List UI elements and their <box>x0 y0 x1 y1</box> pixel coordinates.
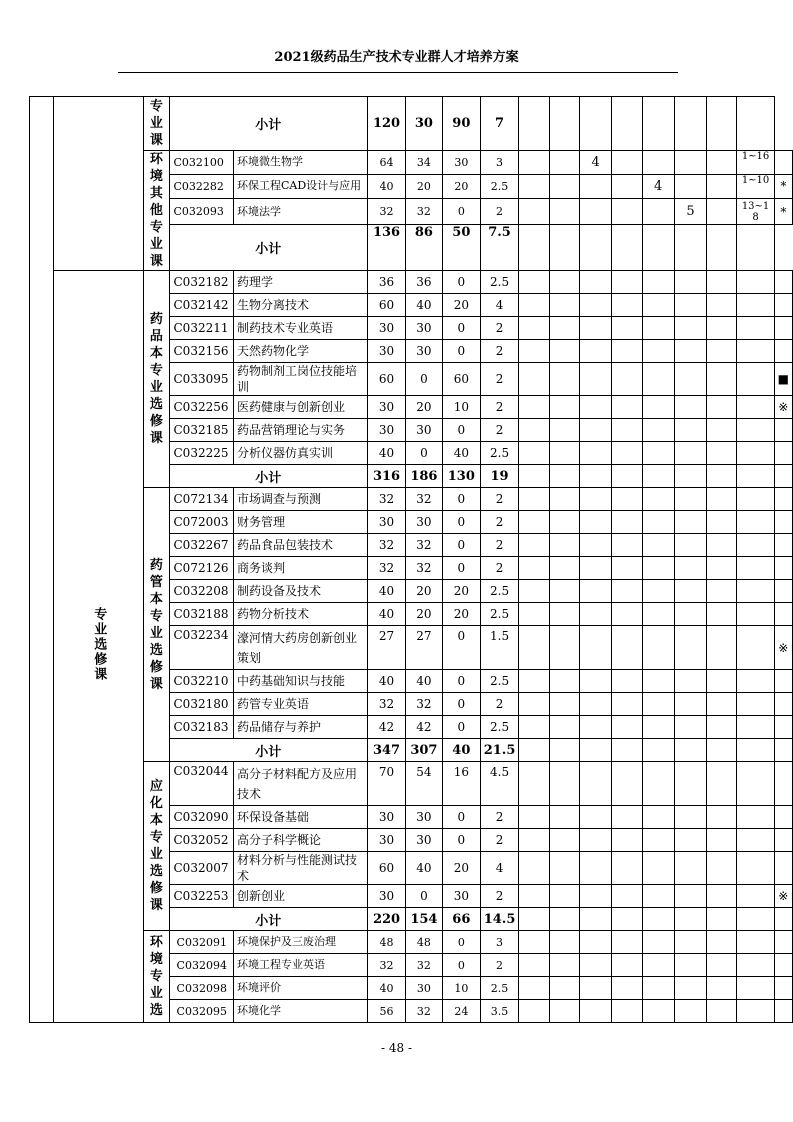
course-weeks: 1~16 <box>737 151 774 175</box>
course-mark <box>774 294 792 317</box>
course-hours: 60 <box>368 852 406 885</box>
course-weeks: 13~18 <box>737 198 774 225</box>
course-theory: 34 <box>405 151 442 175</box>
course-credits: 2 <box>480 693 519 716</box>
course-theory: 40 <box>405 852 442 885</box>
course-name: 材料分析与性能测试技术 <box>234 852 368 885</box>
course-code: C032052 <box>169 829 234 852</box>
course-practice: 0 <box>442 488 480 511</box>
course-name: 制药设备及技术 <box>234 580 368 603</box>
group-label-text: 专业选修课 <box>91 606 107 682</box>
course-theory: 0 <box>405 885 442 908</box>
course-code: C032142 <box>169 294 234 317</box>
course-theory: 32 <box>405 198 442 225</box>
course-mark: ※ <box>774 396 792 419</box>
course-mark <box>774 271 792 294</box>
course-practice: 0 <box>442 931 480 954</box>
course-code: C032256 <box>169 396 234 419</box>
course-mark <box>774 806 792 829</box>
subtotal-label: 小计 <box>169 465 368 488</box>
table-row <box>30 931 793 954</box>
subtotal-label: 小计 <box>169 225 368 271</box>
course-practice: 0 <box>442 271 480 294</box>
course-credits: 2 <box>480 396 519 419</box>
course-name: 生物分离技术 <box>234 294 368 317</box>
course-credits: 2.5 <box>480 174 519 198</box>
course-name: 医药健康与创新创业 <box>234 396 368 419</box>
course-theory: 32 <box>405 557 442 580</box>
semester-hours: 4 <box>579 151 611 175</box>
course-code: C032185 <box>169 419 234 442</box>
course-theory: 32 <box>405 1000 442 1023</box>
course-practice: 0 <box>442 806 480 829</box>
outer-col-blank <box>30 97 54 1023</box>
course-credits: 2.5 <box>480 603 519 626</box>
course-credits: 4.5 <box>480 762 519 806</box>
course-mark <box>774 442 792 465</box>
page-header: 2021级药品生产技术专业群人才培养方案 <box>274 50 519 65</box>
course-code: C032253 <box>169 885 234 908</box>
subtotal-credits: 14.5 <box>480 908 519 931</box>
subtotal-theory: 186 <box>405 465 442 488</box>
course-mark <box>774 488 792 511</box>
course-code: C032183 <box>169 716 234 739</box>
course-theory: 48 <box>405 931 442 954</box>
course-mark <box>774 340 792 363</box>
course-theory: 30 <box>405 829 442 852</box>
course-name: 环境法学 <box>234 198 368 225</box>
course-hours: 32 <box>368 488 406 511</box>
course-credits: 2 <box>480 829 519 852</box>
course-practice: 0 <box>442 716 480 739</box>
course-practice: 60 <box>442 363 480 396</box>
course-practice: 10 <box>442 977 480 1000</box>
course-mark <box>774 511 792 534</box>
course-hours: 60 <box>368 294 406 317</box>
subtotal-credits: 7.5 <box>480 225 519 271</box>
course-name: 环境评价 <box>234 977 368 1000</box>
subtotal-hours: 220 <box>368 908 406 931</box>
course-practice: 24 <box>442 1000 480 1023</box>
course-mark <box>774 580 792 603</box>
course-theory: 20 <box>405 174 442 198</box>
course-mark <box>774 670 792 693</box>
subtotal-hours: 136 <box>368 225 406 271</box>
group-col-blank <box>54 97 144 271</box>
course-hours: 30 <box>368 317 406 340</box>
subtotal-practice: 66 <box>442 908 480 931</box>
course-theory: 20 <box>405 580 442 603</box>
course-name: 环境化学 <box>234 1000 368 1023</box>
course-name: 濠河情大药房创新创业策划 <box>234 626 368 670</box>
course-practice: 0 <box>442 317 480 340</box>
subtotal-theory: 154 <box>405 908 442 931</box>
course-name: 环境保护及三废治理 <box>234 931 368 954</box>
course-practice: 40 <box>442 442 480 465</box>
course-name: 天然药物化学 <box>234 340 368 363</box>
course-code: C032007 <box>169 852 234 885</box>
subtotal-label: 小计 <box>169 908 368 931</box>
course-name: 创新创业 <box>234 885 368 908</box>
course-name: 药管专业英语 <box>234 693 368 716</box>
course-hours: 32 <box>368 954 406 977</box>
course-mark <box>774 419 792 442</box>
table-row <box>30 151 793 175</box>
course-code: C032225 <box>169 442 234 465</box>
section-label-env-prof: 环 境 专 业 选 <box>144 931 169 1023</box>
course-theory: 32 <box>405 534 442 557</box>
course-hours: 56 <box>368 1000 406 1023</box>
subtotal-credits: 21.5 <box>480 739 519 762</box>
subtotal-hours: 120 <box>368 97 406 151</box>
course-credits: 2.5 <box>480 271 519 294</box>
course-code: C032234 <box>169 626 234 670</box>
course-theory: 30 <box>405 317 442 340</box>
course-practice: 0 <box>442 626 480 670</box>
course-code: C032094 <box>169 954 234 977</box>
course-practice: 20 <box>442 174 480 198</box>
course-code: C032180 <box>169 693 234 716</box>
table-row <box>30 488 793 511</box>
course-credits: 2 <box>480 511 519 534</box>
subtotal-label: 小计 <box>169 739 368 762</box>
course-hours: 36 <box>368 271 406 294</box>
course-name: 市场调查与预测 <box>234 488 368 511</box>
course-theory: 36 <box>405 271 442 294</box>
course-credits: 2 <box>480 557 519 580</box>
course-credits: 2.5 <box>480 670 519 693</box>
course-credits: 2 <box>480 954 519 977</box>
course-credits: 3.5 <box>480 1000 519 1023</box>
course-name: 药品食品包装技术 <box>234 534 368 557</box>
table-row <box>30 762 793 806</box>
course-credits: 2 <box>480 340 519 363</box>
course-code: C032188 <box>169 603 234 626</box>
course-credits: 2 <box>480 419 519 442</box>
subtotal-practice: 130 <box>442 465 480 488</box>
course-credits: 3 <box>480 151 519 175</box>
course-hours: 32 <box>368 198 406 225</box>
course-practice: 20 <box>442 580 480 603</box>
course-theory: 32 <box>405 488 442 511</box>
course-practice: 30 <box>442 885 480 908</box>
course-name: 药物分析技术 <box>234 603 368 626</box>
course-practice: 0 <box>442 511 480 534</box>
section-label-applied-chem: 应 化 本 专 业 选 修 课 <box>144 762 169 931</box>
curriculum-table <box>29 96 793 1023</box>
semester-hours: 5 <box>674 198 706 225</box>
course-theory: 32 <box>405 954 442 977</box>
course-theory: 30 <box>405 511 442 534</box>
course-mark <box>774 557 792 580</box>
course-code: C032211 <box>169 317 234 340</box>
course-hours: 32 <box>368 534 406 557</box>
course-practice: 0 <box>442 693 480 716</box>
course-hours: 30 <box>368 806 406 829</box>
course-name: 药品营销理论与实务 <box>234 419 368 442</box>
course-practice: 0 <box>442 340 480 363</box>
course-practice: 0 <box>442 419 480 442</box>
course-name: 高分子材料配方及应用技术 <box>234 762 368 806</box>
course-theory: 0 <box>405 442 442 465</box>
subtotal-credits: 7 <box>480 97 519 151</box>
course-theory: 0 <box>405 363 442 396</box>
section-label-env-other: 环 境 其 他 专 业 课 <box>144 151 169 271</box>
course-hours: 30 <box>368 340 406 363</box>
course-hours: 40 <box>368 670 406 693</box>
course-credits: 2.5 <box>480 977 519 1000</box>
course-code: C032093 <box>169 198 234 225</box>
section-label-drug-mgmt: 药 管 本 专 业 选 修 课 <box>144 488 169 762</box>
header-rule <box>118 72 678 73</box>
course-hours: 70 <box>368 762 406 806</box>
course-code: C032098 <box>169 977 234 1000</box>
course-code: C032182 <box>169 271 234 294</box>
course-name: 商务谈判 <box>234 557 368 580</box>
course-code: C032095 <box>169 1000 234 1023</box>
course-code: C032100 <box>169 151 234 175</box>
course-credits: 2.5 <box>480 442 519 465</box>
course-hours: 64 <box>368 151 406 175</box>
section-label-prof: 专 业 课 <box>144 97 169 151</box>
subtotal-label: 小计 <box>169 97 368 151</box>
course-mark: ■ <box>774 363 792 396</box>
course-theory: 27 <box>405 626 442 670</box>
course-mark <box>774 603 792 626</box>
course-credits: 2 <box>480 885 519 908</box>
course-hours: 30 <box>368 885 406 908</box>
course-mark <box>774 716 792 739</box>
course-credits: 2 <box>480 534 519 557</box>
course-credits: 4 <box>480 852 519 885</box>
course-practice: 16 <box>442 762 480 806</box>
subtotal-practice: 90 <box>442 97 480 151</box>
course-theory: 32 <box>405 693 442 716</box>
semester-hours: 4 <box>642 174 674 198</box>
course-mark <box>774 829 792 852</box>
course-hours: 48 <box>368 931 406 954</box>
course-practice: 20 <box>442 603 480 626</box>
course-mark <box>774 317 792 340</box>
course-theory: 30 <box>405 340 442 363</box>
course-hours: 40 <box>368 603 406 626</box>
course-name: 环境微生物学 <box>234 151 368 175</box>
course-hours: 30 <box>368 511 406 534</box>
group-label-elective <box>54 271 144 1023</box>
course-theory: 30 <box>405 419 442 442</box>
course-theory: 40 <box>405 670 442 693</box>
course-mark: ※ <box>774 885 792 908</box>
course-credits: 2.5 <box>480 716 519 739</box>
course-credits: 2 <box>480 317 519 340</box>
course-mark <box>774 534 792 557</box>
course-name: 中药基础知识与技能 <box>234 670 368 693</box>
table-row <box>30 271 793 294</box>
subtotal-theory: 30 <box>405 97 442 151</box>
course-practice: 0 <box>442 198 480 225</box>
course-credits: 3 <box>480 931 519 954</box>
course-mark <box>774 762 792 806</box>
course-hours: 40 <box>368 977 406 1000</box>
course-hours: 30 <box>368 829 406 852</box>
course-name: 高分子科学概论 <box>234 829 368 852</box>
course-hours: 32 <box>368 557 406 580</box>
course-practice: 0 <box>442 557 480 580</box>
course-hours: 60 <box>368 363 406 396</box>
course-name: 药品储存与养护 <box>234 716 368 739</box>
course-mark <box>774 852 792 885</box>
section-label-drug-prod: 药 品 本 专 业 选 修 课 <box>144 271 169 488</box>
course-name: 药理学 <box>234 271 368 294</box>
course-theory: 54 <box>405 762 442 806</box>
course-theory: 20 <box>405 396 442 419</box>
course-code: C072003 <box>169 511 234 534</box>
course-credits: 2.5 <box>480 580 519 603</box>
subtotal-hours: 347 <box>368 739 406 762</box>
course-mark: ※ <box>774 626 792 670</box>
page-number: - 48 - <box>380 1041 412 1055</box>
course-practice: 0 <box>442 954 480 977</box>
course-name: 财务管理 <box>234 511 368 534</box>
course-credits: 2 <box>480 363 519 396</box>
course-code: C032091 <box>169 931 234 954</box>
course-practice: 0 <box>442 670 480 693</box>
course-code: C072134 <box>169 488 234 511</box>
course-credits: 4 <box>480 294 519 317</box>
course-name: 药物制剂工岗位技能培训 <box>234 363 368 396</box>
course-code: C032267 <box>169 534 234 557</box>
course-theory: 42 <box>405 716 442 739</box>
course-code: C032090 <box>169 806 234 829</box>
course-name: 环保设备基础 <box>234 806 368 829</box>
course-name: 环境工程专业英语 <box>234 954 368 977</box>
course-theory: 30 <box>405 977 442 1000</box>
course-mark <box>774 151 792 175</box>
course-theory: 30 <box>405 806 442 829</box>
course-mark <box>774 693 792 716</box>
course-hours: 30 <box>368 396 406 419</box>
course-name: 分析仪器仿真实训 <box>234 442 368 465</box>
course-theory: 20 <box>405 603 442 626</box>
subtotal-credits: 19 <box>480 465 519 488</box>
course-practice: 20 <box>442 294 480 317</box>
course-hours: 27 <box>368 626 406 670</box>
course-hours: 40 <box>368 442 406 465</box>
course-practice: 30 <box>442 151 480 175</box>
subtotal-theory: 86 <box>405 225 442 271</box>
course-theory: 40 <box>405 294 442 317</box>
course-credits: 2 <box>480 806 519 829</box>
subtotal-theory: 307 <box>405 739 442 762</box>
course-code: C032282 <box>169 174 234 198</box>
course-name: 制药技术专业英语 <box>234 317 368 340</box>
course-practice: 20 <box>442 852 480 885</box>
course-practice: 0 <box>442 829 480 852</box>
course-hours: 42 <box>368 716 406 739</box>
course-hours: 40 <box>368 580 406 603</box>
course-hours: 32 <box>368 693 406 716</box>
subtotal-row-prof <box>30 97 793 151</box>
course-weeks: 1~10 <box>737 174 774 198</box>
course-mark: * <box>774 198 792 225</box>
course-code: C032210 <box>169 670 234 693</box>
course-practice: 0 <box>442 534 480 557</box>
course-code: C032156 <box>169 340 234 363</box>
course-mark: * <box>774 174 792 198</box>
course-hours: 40 <box>368 174 406 198</box>
course-credits: 1.5 <box>480 626 519 670</box>
course-code: C072126 <box>169 557 234 580</box>
subtotal-practice: 40 <box>442 739 480 762</box>
subtotal-practice: 50 <box>442 225 480 271</box>
course-credits: 2 <box>480 198 519 225</box>
subtotal-hours: 316 <box>368 465 406 488</box>
course-practice: 10 <box>442 396 480 419</box>
course-hours: 30 <box>368 419 406 442</box>
course-code: C033095 <box>169 363 234 396</box>
course-code: C032208 <box>169 580 234 603</box>
course-code: C032044 <box>169 762 234 806</box>
course-credits: 2 <box>480 488 519 511</box>
course-name: 环保工程CAD设计与应用 <box>234 174 368 198</box>
